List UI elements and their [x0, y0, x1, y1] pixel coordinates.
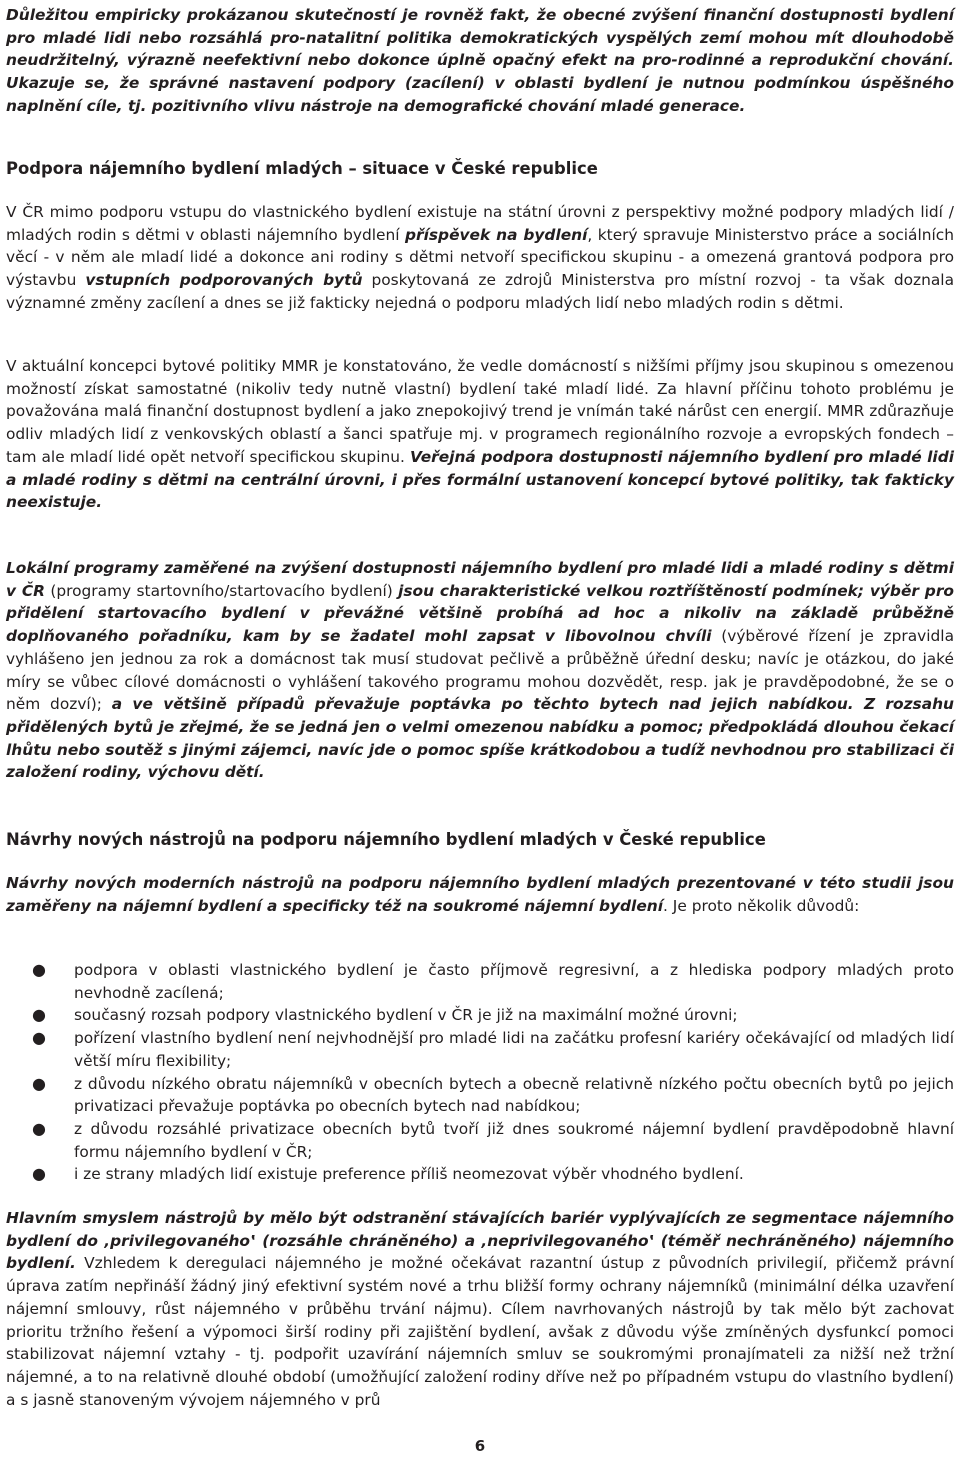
paragraph-new-instruments	[6, 872, 954, 917]
list-item-text: současný rozsah podpory vlastnického bydlení v ČR je již na maximální možné úrovni;	[74, 1006, 738, 1025]
bullet-icon: ●	[32, 1005, 46, 1025]
list-item-text: podpora v oblasti vlastnického bydlení je často příjmově regresivní, a z hlediska podpory mladých proto nevhodně zacílená;	[74, 961, 954, 1002]
paragraph-local-programs	[6, 557, 954, 784]
emphasis-demand-exceeds-supply: a ve většině případů převažuje poptávka po těchto bytech nad jejich nabídkou. Z rozsahu přidělených bytů je zřejmé, že se jedná jen o velmi omezenou nabídku a pomoc; předpokládá dlouhou čekací lhůtu nebo soutěž s jinými zájemci, navíc jde o pomoc spíše krátkodobou a tudíž nevhodnou pro stabilizaci či založení rodiny, výchovu dětí.	[6, 695, 954, 782]
emphasis-rental-focus: Návrhy nových moderních nástrojů na podporu nájemního bydlení mladých prezentované v této studii jsou zaměřeny na nájemní bydlení a specificky též na soukromé nájemní bydlení	[6, 874, 954, 915]
list-item	[6, 959, 954, 1004]
list-item-text: z důvodu nízkého obratu nájemníků v obecních bytech a obecně relativně nízkého počtu obecních bytů po jejich privatizaci převažuje poptávka po obecních bytech nad nabídkou;	[74, 1074, 954, 1116]
text-run: V aktuální koncepci bytové politiky MMR je konstatováno, že vedle domácností s nižšími příjmy jsou skupinou s omezenou možností získat samostatné (nikoliv tedy nutně vlastní) bydlení také mladí lidé. Za hlavní příčinu tohoto problému je považována malá finanční dostupnost bydlení a jako znepokojivý trend je vnímán také nárůst cen energií. MMR zdůrazňuje odliv mladých lidí z venkovských oblastí a šanci spatřuje mj. v programech regionálního rozvoje a evropských fondech – tam ale mladí lidé opět netvoří specifickou skupinu.	[6, 357, 954, 466]
emphasis-local-programs: Lokální programy zaměřené na zvýšení dostupnosti nájemního bydlení pro mladé lidi a mladé rodiny s dětmi v ČR	[6, 559, 954, 600]
text-run: V ČR mimo podporu vstupu do vlastnického bydlení existuje na státní úrovni z perspektivy možné podpory mladých lidí / mladých rodin s dětmi v oblasti nájemního bydlení	[6, 203, 954, 244]
text-run: . Je proto několik důvodů:	[663, 896, 860, 915]
emphasis-starter-flats: vstupních podporovaných bytů	[85, 271, 363, 290]
paragraph-housing-allowance	[6, 201, 954, 315]
bullet-icon: ●	[32, 960, 46, 979]
list-item-text: pořízení vlastního bydlení není nejvhodnější pro mladé lidi na začátku profesní kariéry očekávající od mladých lidí větší míru flexibility;	[74, 1029, 954, 1070]
text-run: (výběrové řízení je zpravidla vyhlášeno jen jednou za rok a domácnost tak musí studovat pečlivě a průběžně úřední desku; navíc je otázkou, do jaké míry se vůbec cílové domácnosti o vyhlášení takového programu mohou dozvědět, resp. jak je pravděpodobné, že se o něm dozví);	[6, 627, 955, 714]
page-number: 6	[474, 1437, 486, 1455]
paragraph-housing-policy	[6, 355, 954, 514]
bullet-icon: ●	[32, 1118, 46, 1138]
emphasis-housing-allowance: příspěvek na bydlení	[405, 225, 588, 244]
emphasis-fragmented-conditions: jsou charakteristické velkou roztříštěností podmínek; výběr pro přidělení startovacího bydlení v převážné většině probíhá ad hoc a nikoliv na základě průběžně doplňovaného pořadníku, kam by se žadatel mohl zapsat v libovolnou chvíli	[6, 581, 954, 646]
emphasis-main-purpose: Hlavním smyslem nástrojů by mělo být odstranění stávajících bariér vyplývajících ze segmentace nájemního bydlení do ‚privilegovaného‛ (rozsáhle chráněného) a ‚neprivilegovaného‛ (téměř nechráněného) nájemního bydlení.	[6, 1209, 954, 1273]
list-item	[6, 1004, 954, 1027]
text-run: Vzhledem k deregulaci nájemného je možné očekávat razantní ústup z původních privilegií, přičemž právní úprava zatím nepřináší žádný jiný efektivní systém nové a trhu bližší formy ochrany nájemníků (minimální délka uzavření nájemní smlouvy, růst nájemného v průběhu trvání nájmu). Cílem navrhovaných nástrojů by tak mělo být zachovat prioritu tržního řešení a výpomoci širší rodiny při zajištění bydlení, avšak z důvodu výše zmíněných dysfunkcí pomoci stabilizovat nájemní vztahy - tj. podpořit uzavírání nájemních smluv se soukromými pronajímateli za nižší než tržní nájemné, a to na relativně dlouhé období (umožňující založení rodiny dříve než po případném vstupu do vlastního bydlení) a s jasně stanoveným vývojem nájemného v prů	[6, 1254, 954, 1409]
text-run: poskytovaná ze zdrojů Ministerstva pro místní rozvoj - ta však doznala významné změny zacílení a dnes se již fakticky nejedná o podporu mladých lidí nebo mladých rodin s dětmi.	[6, 271, 955, 312]
text-run: (programy startovního/startovacího bydlení)	[45, 581, 399, 600]
section-heading-new-instruments: Návrhy nových nástrojů na podporu nájemního bydlení mladých v České republice	[6, 830, 766, 849]
list-item	[6, 1027, 954, 1072]
reasons-list	[6, 959, 954, 1186]
list-item	[6, 1163, 954, 1186]
text-run: , který spravuje Ministerstvo práce a sociálních věcí - v něm ale mladí lidé a dokonce ani rodiny s dětmi netvoří specifickou skupinu - a omezená grantová podpora pro výstavbu	[6, 225, 955, 290]
section-heading-current-situation: Podpora nájemního bydlení mladých – situace v České republice	[6, 159, 598, 178]
bullet-icon: ●	[32, 1028, 46, 1048]
bullet-icon: ●	[32, 1164, 46, 1184]
list-item-text: i ze strany mladých lidí existuje preference příliš neomezovat výběr vhodného bydlení.	[74, 1165, 744, 1184]
paragraph-main-purpose	[6, 1207, 954, 1411]
list-item	[6, 1118, 954, 1163]
bullet-icon: ●	[32, 1073, 46, 1093]
intro-paragraph: Důležitou empiricky prokázanou skutečností je rovněž fakt, že obecné zvýšení finanční dostupnosti bydlení pro mladé lidi nebo rozsáhlá pro-natalitní politika demokratických vyspělých zemí mohou mít dlouhodobě neudržitelný, výrazně neefektivní nebo dokonce úplně opačný efekt na pro-rodinné a reprodukční chování. Ukazuje se, že správné nastavení podpory (zacílení) v oblasti bydlení je nutnou podmínkou úspěšného naplnění cíle, tj. pozitivního vlivu nástroje na demografické chování mladé generace.	[6, 6, 954, 115]
emphasis-no-public-support: Veřejná podpora dostupnosti nájemního bydlení pro mladé lidi a mladé rodiny s dětmi na centrální úrovni, i přes formální ustanovení koncepcí bytové politiky, tak fakticky neexistuje.	[6, 447, 954, 512]
list-item-text: z důvodu rozsáhlé privatizace obecních bytů tvoří již dnes soukromé nájemní bydlení pravděpodobně hlavní formu nájemního bydlení v ČR;	[74, 1119, 954, 1161]
list-item	[6, 1073, 954, 1118]
